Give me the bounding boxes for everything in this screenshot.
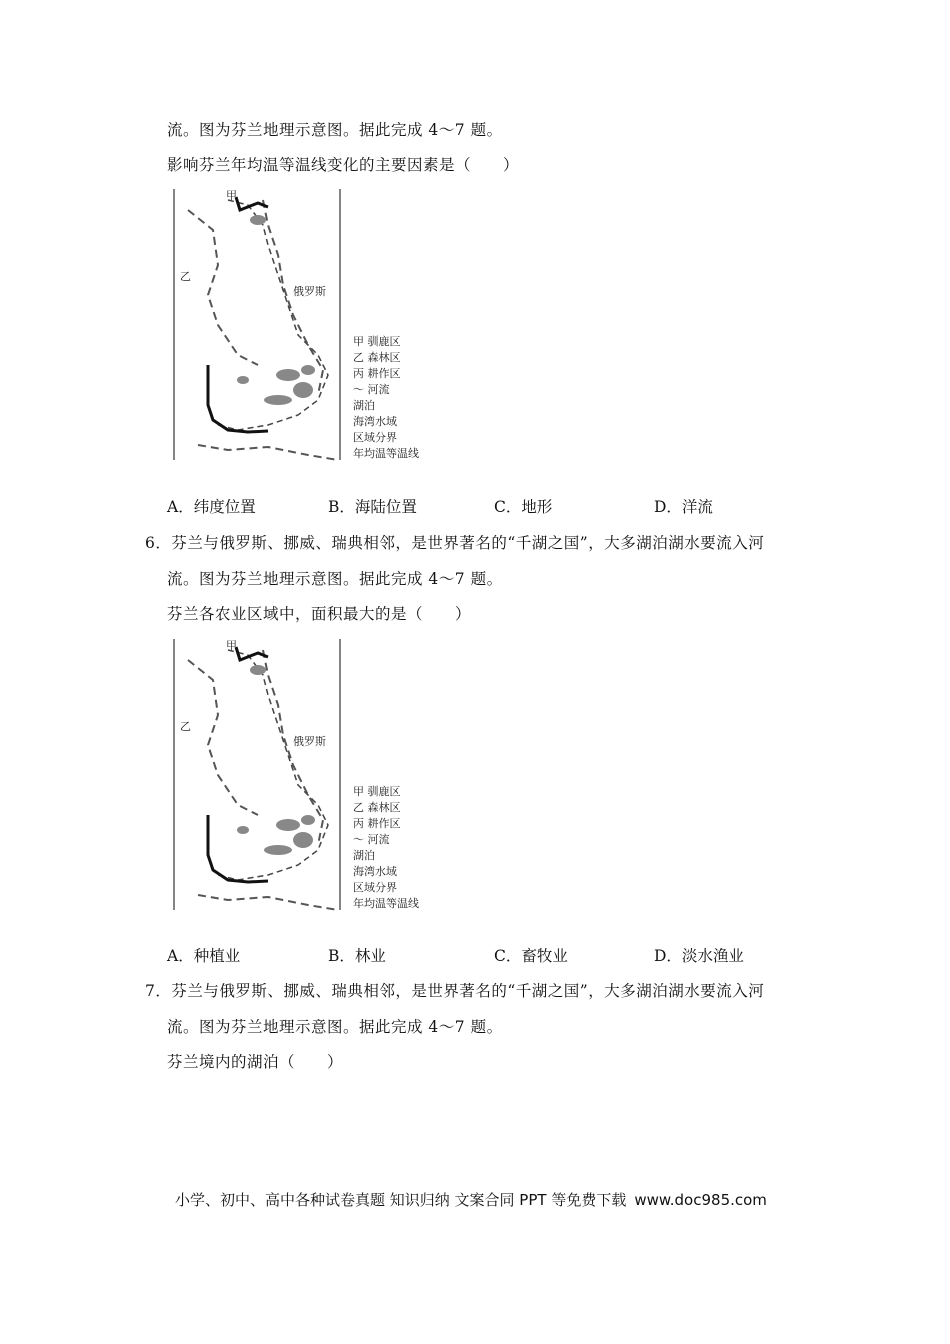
q6-option-d: D．淡水渔业 [654, 947, 744, 965]
q7-intro: 7．芬兰与俄罗斯、挪威、瑞典相邻，是世界著名的“千湖之国”，大多湖泊湖水要流入河 [145, 982, 765, 1000]
legend-item: 乙 森林区 [353, 351, 401, 364]
map-label-left: 乙 [180, 270, 191, 283]
legend-item: 湖泊 [353, 849, 375, 862]
map-legend [353, 334, 419, 460]
legend-item: 区域分界 [353, 431, 397, 444]
footer-url[interactable]: www.doc985.com [634, 1191, 767, 1209]
legend-item: 年均温等温线 [353, 897, 419, 910]
q6-option-a: A．种植业 [167, 947, 241, 965]
q5-option-b: B．海陆位置 [328, 498, 417, 516]
map-legend [353, 784, 419, 910]
legend-item: 甲 驯鹿区 [353, 335, 401, 348]
map-borders [188, 200, 338, 460]
map-label-top: 甲 [226, 639, 237, 652]
q7-intro-continuation: 流。图为芬兰地理示意图。据此完成 4～7 题。 [167, 1018, 503, 1036]
map-frame [174, 189, 340, 460]
legend-item: 海湾水域 [353, 865, 397, 878]
q6-stem: 芬兰各农业区域中，面积最大的是（ ） [167, 605, 472, 623]
lakes [237, 215, 315, 405]
q5-option-c: C．地形 [494, 498, 553, 516]
finland-map-figure-2 [168, 635, 468, 925]
region-boundary [208, 197, 268, 432]
q6-option-b: B．林业 [328, 947, 386, 965]
q5-option-a: A．纬度位置 [167, 498, 256, 516]
map-label-left: 乙 [180, 720, 191, 733]
q5-stem: 影响芬兰年均温等温线变化的主要因素是（ ） [167, 156, 520, 174]
map-label-side: 俄罗斯 [293, 285, 326, 298]
legend-item: 海湾水域 [353, 415, 397, 428]
map-label-top: 甲 [226, 189, 237, 202]
q5-intro-continuation: 流。图为芬兰地理示意图。据此完成 4～7 题。 [167, 121, 503, 139]
q6-intro-continuation: 流。图为芬兰地理示意图。据此完成 4～7 题。 [167, 570, 503, 588]
legend-item: 区域分界 [353, 881, 397, 894]
map-borders [188, 650, 338, 910]
region-boundary [208, 647, 268, 882]
q5-option-d: D．洋流 [654, 498, 713, 516]
q6-option-c: C．畜牧业 [494, 947, 568, 965]
legend-item: 丙 耕作区 [353, 817, 401, 830]
map-frame [174, 639, 340, 910]
legend-item: 乙 森林区 [353, 801, 401, 814]
page-footer [175, 1190, 767, 1210]
footer-text: 小学、初中、高中各种试卷真题 知识归纳 文案合同 PPT 等免费下载 [175, 1191, 627, 1209]
legend-item: ～ 河流 [353, 833, 390, 846]
finland-map-figure-1 [168, 185, 468, 475]
legend-item: 甲 驯鹿区 [353, 785, 401, 798]
legend-item: ～ 河流 [353, 383, 390, 396]
q6-intro: 6．芬兰与俄罗斯、挪威、瑞典相邻，是世界著名的“千湖之国”，大多湖泊湖水要流入河 [145, 534, 765, 552]
map-label-side: 俄罗斯 [293, 735, 326, 748]
lakes [237, 665, 315, 855]
q7-stem: 芬兰境内的湖泊（ ） [167, 1053, 344, 1071]
legend-item: 丙 耕作区 [353, 367, 401, 380]
legend-item: 湖泊 [353, 399, 375, 412]
legend-item: 年均温等温线 [353, 447, 419, 460]
